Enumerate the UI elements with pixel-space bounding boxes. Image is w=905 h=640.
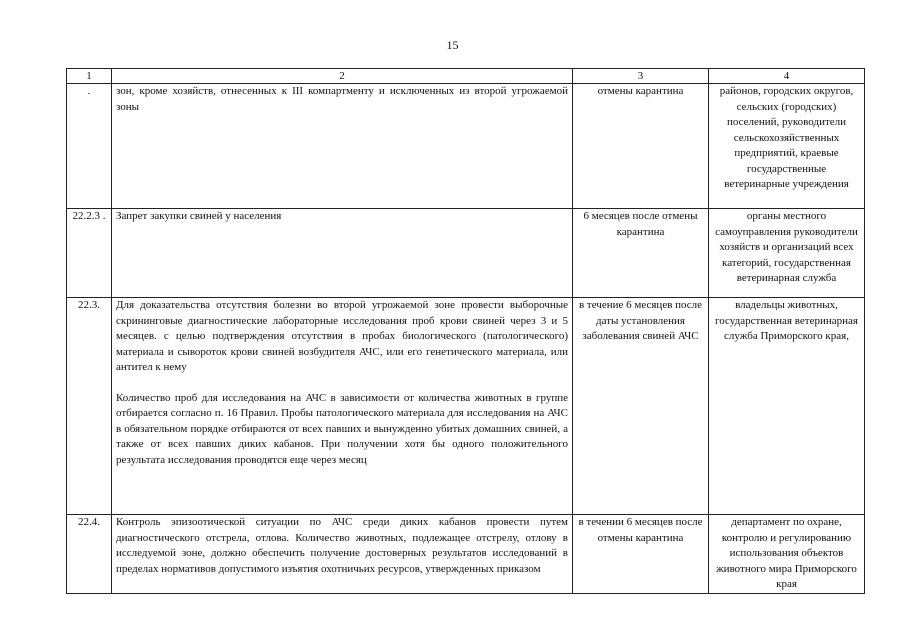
item-number: 22.4. xyxy=(67,515,112,594)
item-number: 22.2.3 . xyxy=(67,209,112,298)
description-paragraph: Для доказательства отсутствия болезни во второй угрожаемой зоне провести выборочные скрининговые диагностические лабораторные исследования проб крови свиней через 3 и 5 месяцев. с целью подтверждения отсутствия в пробах биологического (патологического) материала и сывороток крови свиней возбудителя АЧС, или его генетического материала, или антител к нему xyxy=(116,299,568,373)
table-row xyxy=(67,84,865,209)
measure-term: в течении 6 месяцев после отмены карантина xyxy=(573,515,709,594)
measure-description xyxy=(112,209,573,298)
measure-term: отмены карантина xyxy=(573,84,709,209)
header-col-3: 3 xyxy=(573,69,709,84)
header-col-2: 2 xyxy=(112,69,573,84)
measure-term: 6 месяцев после отмены карантина xyxy=(573,209,709,298)
description-paragraph: Количество проб для исследования на АЧС в зависимости от количества животных в группе отбирается согласно п. 16 Правил. Пробы патологического материала для исследования на АЧС в обязательном порядке отбираются от всех павших и вынужденно убитых домашних свиней, а также от всех павших диких кабанов. При получении хотя бы одного положительного результата исследования проводятся еще через месяц xyxy=(116,391,568,466)
responsible-party: департамент по охране, контролю и регулированию использования объектов животного мира Приморского края xyxy=(709,515,865,594)
table-row xyxy=(67,298,865,515)
description-paragraph: Контроль эпизоотической ситуации по АЧС среди диких кабанов провести путем диагностического отстрела, отлова. Количество животных, подлежащее отстрелу, отлову в исследуемой зоне, должно обеспечить получение достоверных результатов исследований в пределах нормативов допустимого изъятия охотничьих ресурсов, утвержденных приказом xyxy=(116,516,568,575)
table-row xyxy=(67,209,865,298)
measure-term: в течение 6 месяцев после даты установления заболевания свиней АЧС xyxy=(573,298,709,515)
table-row xyxy=(67,515,865,594)
header-col-4: 4 xyxy=(709,69,865,84)
responsible-party: органы местного самоуправления руководители хозяйств и организаций всех категорий, государственная ветеринарная служба xyxy=(709,209,865,298)
measure-description xyxy=(112,84,573,209)
description-paragraph: зон, кроме хозяйств, отнесенных к III компартменту и исключенных из второй угрожаемой зоны xyxy=(116,85,568,113)
item-number: . xyxy=(67,84,112,209)
description-paragraph: Запрет закупки свиней у населения xyxy=(116,210,282,222)
measure-description xyxy=(112,515,573,594)
measure-description xyxy=(112,298,573,515)
measures-table xyxy=(66,68,865,594)
responsible-party: владельцы животных, государственная ветеринарная служба Приморского края, xyxy=(709,298,865,515)
page-number: 15 xyxy=(446,38,459,52)
header-col-1: 1 xyxy=(67,69,112,84)
responsible-party: районов, городских округов, сельских (городских) поселений, руководители сельскохозяйственных предприятий, краевые государственные ветеринарные учреждения xyxy=(709,84,865,209)
table-header-row xyxy=(67,69,865,84)
item-number: 22.3. xyxy=(67,298,112,515)
